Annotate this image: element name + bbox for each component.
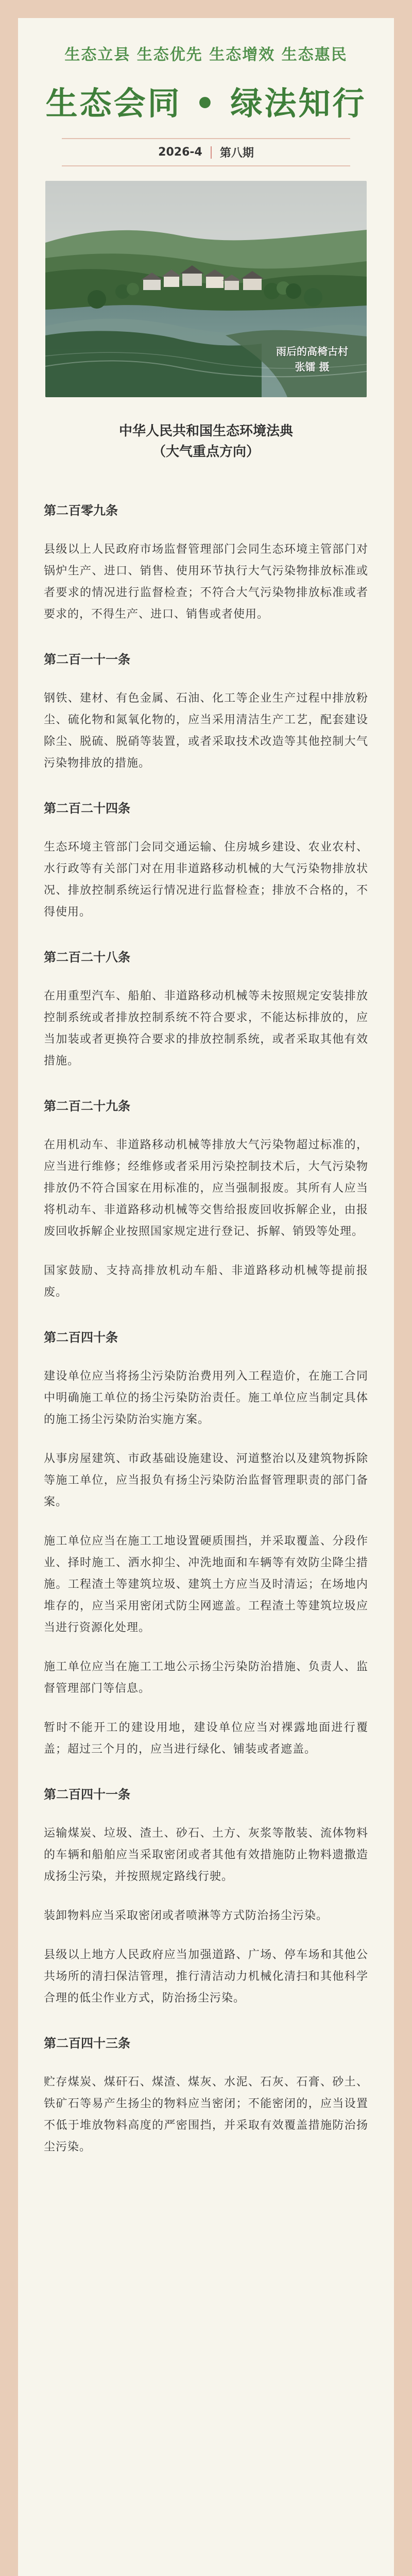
article — [44, 649, 368, 774]
landscape-photo — [45, 181, 367, 397]
document-heading — [18, 421, 394, 462]
article — [44, 947, 368, 1072]
article-paragraph: 施工单位应当在施工工地设置硬质围挡，并采取覆盖、分段作业、择时施工、洒水抑尘、冲洗地面和车辆等有效防尘降尘措施。工程渣土等建筑垃圾、建筑土方应当及时清运；在场地内堆存的，应当采用密闭式防尘网遮盖。工程渣土等建筑垃圾应当进行资源化处理。 — [44, 1535, 368, 1634]
article — [44, 1784, 368, 2009]
article-title: 第二百零九条 — [44, 503, 118, 518]
newsletter-title: 生态会同 • 绿法知行 — [45, 84, 367, 122]
article-paragraph: 钢铁、建材、有色金属、石油、化工等企业生产过程中排放粉尘、硫化物和氮氧化物的，应当采用清洁生产工艺，配套建设除尘、脱硫、脱硝等装置，或者采取技术改造等其他控制大气污染物排放的措施。 — [44, 692, 368, 770]
article-title: 第二百四十条 — [44, 1330, 118, 1345]
article-paragraph: 县级以上地方人民政府应当加强道路、广场、停车场和其他公共场所的清扫保洁管理，推行清洁动力机械化清扫和其他科学合理的低尘作业方式，防治扬尘污染。 — [44, 1948, 368, 2005]
issue-separator — [211, 146, 212, 159]
article — [44, 500, 368, 625]
article-paragraph: 国家鼓励、支持高排放机动车船、非道路移动机械等提前报废。 — [44, 1264, 368, 1299]
newsletter-card — [18, 18, 394, 2576]
article-paragraph: 从事房屋建筑、市政基础设施建设、河道整治以及建筑物拆除等施工单位，应当报负有扬尘污染防治监督管理职责的部门备案。 — [44, 1452, 368, 1509]
caption-credit: 张镭 摄 — [295, 361, 330, 373]
article-title: 第二百二十四条 — [44, 801, 130, 816]
article — [44, 1327, 368, 1760]
article-title: 第二百四十一条 — [44, 1787, 130, 1802]
article — [44, 798, 368, 923]
article-title: 第二百二十八条 — [44, 950, 130, 964]
article-paragraph: 在用重型汽车、船舶、非道路移动机械等未按照规定安装排放控制系统或者排放控制系统不符合要求，不能达标排放的，应当加装或者更换符合要求的排放控制系统，或者采取其他有效措施。 — [44, 990, 368, 1067]
articles-section — [18, 462, 394, 2158]
article-paragraph: 贮存煤炭、煤矸石、煤渣、煤灰、水泥、石灰、石膏、砂土、铁矿石等易产生扬尘的物料应当密闭；不能密闭的，应当设置不低于堆放物料高度的严密围挡，并采取有效覆盖措施防治扬尘污染。 — [44, 2076, 368, 2154]
article-paragraph: 施工单位应当在施工工地公示扬尘污染防治措施、负责人、监督管理部门等信息。 — [44, 1660, 368, 1695]
article — [44, 2033, 368, 2158]
photo-caption — [276, 344, 348, 375]
article-paragraph: 县级以上人民政府市场监督管理部门会同生态环境主管部门对锅炉生产、进口、销售、使用环节执行大气污染物排放标准或者要求的情况进行监督检查；不符合大气污染物排放标准或者要求的，不得生产、进口、销售或者使用。 — [44, 543, 368, 621]
header — [18, 18, 394, 166]
article-paragraph: 建设单位应当将扬尘污染防治费用列入工程造价，在施工合同中明确施工单位的扬尘污染防治责任。施工单位应当制定具体的施工扬尘污染防治实施方案。 — [44, 1370, 368, 1426]
document-subtitle: （大气重点方向） — [152, 444, 260, 460]
article-paragraph: 在用机动车、非道路移动机械等排放大气污染物超过标准的，应当进行维修；经维修或者采用污染控制技术后，大气污染物排放仍不符合国家在用标准的，应当强制报废。其所有人应当将机动车、非道路移动机械等交售给报废回收拆解企业，由报废回收拆解企业按照国家规定进行登记、拆解、销毁等处理。 — [44, 1139, 368, 1238]
article-title: 第二百一十一条 — [44, 652, 130, 667]
caption-title: 雨后的高椅古村 — [276, 345, 348, 358]
article-paragraph: 运输煤炭、垃圾、渣土、砂石、土方、灰浆等散装、流体物料的车辆和船舶应当采取密闭或者其他有效措施防止物料遗撒造成扬尘污染，并按照规定路线行驶。 — [44, 1827, 368, 1883]
slogan: 生态立县 生态优先 生态增效 生态惠民 — [64, 46, 348, 64]
article-title: 第二百四十三条 — [44, 2036, 130, 2050]
article — [44, 1096, 368, 1303]
issue-number: 第八期 — [219, 147, 254, 160]
article-paragraph: 装卸物料应当采取密闭或者喷淋等方式防治扬尘污染。 — [44, 1909, 329, 1922]
document-title: 中华人民共和国生态环境法典 — [118, 423, 293, 439]
issue-date: 2026-4 — [158, 146, 202, 159]
article-title: 第二百二十九条 — [44, 1098, 130, 1113]
issue-info — [62, 138, 350, 166]
article-paragraph: 生态环境主管部门会同交通运输、住房城乡建设、农业农村、水行政等有关部门对在用非道路移动机械的大气污染物排放状况、排放控制系统运行情况进行监督检查；排放不合格的，不得使用。 — [44, 841, 368, 919]
article-paragraph: 暂时不能开工的建设用地，建设单位应当对裸露地面进行覆盖；超过三个月的，应当进行绿化、铺装或者遮盖。 — [44, 1721, 368, 1756]
